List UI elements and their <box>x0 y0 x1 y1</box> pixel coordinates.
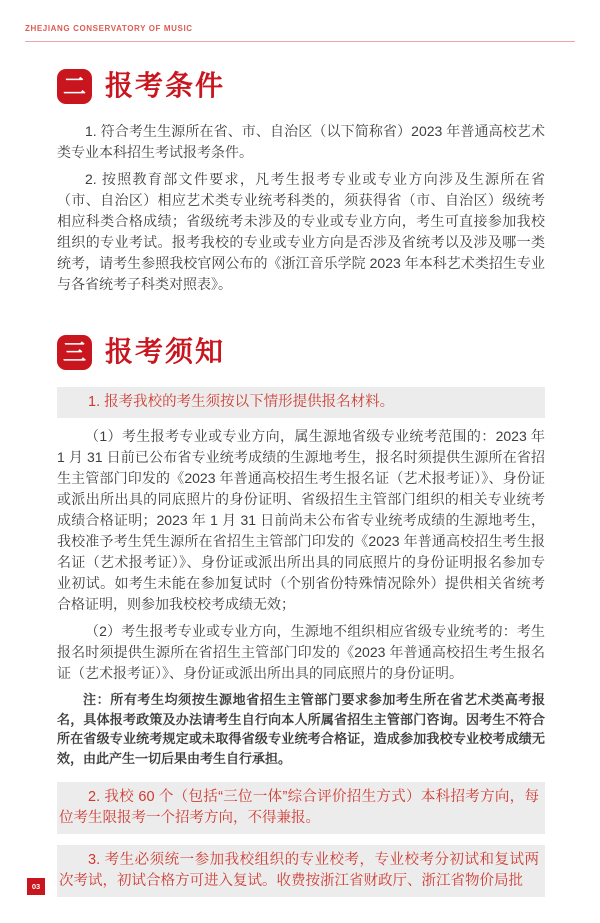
page-content <box>0 69 600 897</box>
section-number-icon: 二 <box>57 69 92 104</box>
page-number-badge: 03 <box>27 878 45 895</box>
conditions-paragraph-1: 1. 符合考生生源所在省、市、自治区（以下简称省）2023 年普通高校艺术类专业本科招生考试报考条件。 <box>57 123 545 160</box>
conditions-paragraph-2: 2. 按照教育部文件要求，凡考生报考专业或专业方向涉及生源所在省（市、自治区）相应艺术类专业统考科类的，须获得省（市、自治区）级统考相应科类合格成绩；省级统考未涉及的专业或专业方向，考生可直接参加我校组织的专业考试。报考我校的专业或专业方向是否涉及省统考以及涉及哪一类统考，请考生参照我校官网公布的《浙江音乐学院 2023 年本科艺术类招生专业与各省统考子科类对照表》。 <box>57 171 545 292</box>
page-header <box>0 0 600 42</box>
section-heading-conditions <box>57 69 545 104</box>
section-heading-notice <box>57 335 545 370</box>
notice-highlight-2: 2. 我校 60 个（包括“三位一体”综合评价招生方式）本科招考方向，每位考生限报考一个招考方向，不得兼报。 <box>57 782 545 834</box>
notice-item-2: （2）考生报考专业或专业方向，生源地不组织相应省级专业统考的：考生报名时须提供生源所在省招生主管部门印发的《2023 年普通高校招生考生报名证（艺术报考证）》、身份证或派出所出具的同底照片的身份证明。 <box>57 623 545 681</box>
school-name-en: ZHEJIANG CONSERVATORY OF MUSIC <box>25 24 193 33</box>
notice-highlight-3: 3. 考生必须统一参加我校组织的专业校考，专业校考分初试和复试两次考试，初试合格方可进入复试。收费按浙江省财政厅、浙江省物价局批 <box>57 845 545 897</box>
section-title: 报考条件 <box>105 70 226 102</box>
notice-highlight-1: 1. 报考我校的考生须按以下情形提供报名材料。 <box>57 387 545 418</box>
notice-note: 注：所有考生均须按生源地省招生主管部门要求参加考生所在省艺术类高考报名，具体报考政策及办法请考生自行向本人所属省招生主管部门咨询。因考生不符合所在省级专业统考规定或未取得省级专业统考合格证，造成参加我校专业校考成绩无效，由此产生一切后果由考生自行承担。 <box>57 692 545 766</box>
notice-item-1: （1）考生报考专业或专业方向，属生源地省级专业统考范围的：2023 年 1 月 31 日前已公布省专业统考成绩的生源地考生，报名时须提供生源所在省招生主管部门印发的《2023 年普通高校招生考生报名证（艺术报考证）》、身份证或派出所出具的同底照片的身份证明、省级招生主管部门组织的相关专业统考成绩合格证明；2023 年 1 月 31 日前尚未公布省专业统考成绩的生源地考生，我校准予考生凭生源所在省招生主管部门印发的《2023 年普通高校招生考生报名证（艺术报考证）》、身份证或派出所出具的同底照片的身份证明报名参加专业初试。如考生未能在参加复试时（个别省份特殊情况除外）提供相关省统考合格证明，则参加我校校考成绩无效； <box>57 428 545 612</box>
section-number-icon: 三 <box>57 335 92 370</box>
header-divider <box>25 41 575 42</box>
section-title: 报考须知 <box>105 336 226 368</box>
